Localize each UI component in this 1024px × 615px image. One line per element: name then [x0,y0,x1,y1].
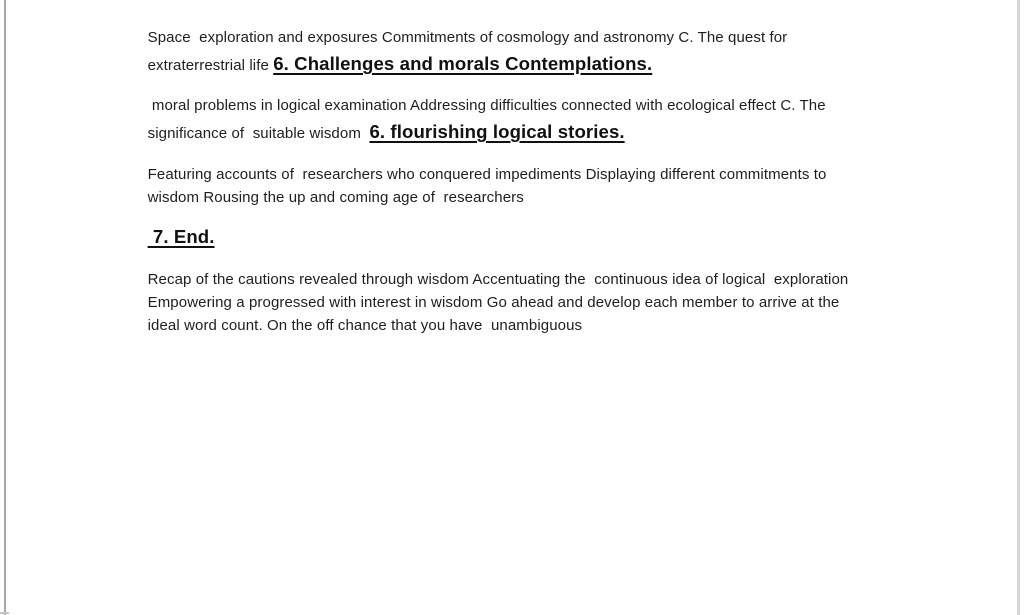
body-text: Space exploration and exposures Commitments of cosmology and astronomy C. The quest for [147,29,788,46]
body-text: significance of suitable wisdom [147,125,370,142]
paragraph-4-line-3 [122,300,582,351]
heading-end-text: 7. End. [147,226,215,247]
body-text: ideal word count. On the off chance that you have unambiguous [147,317,583,334]
body-text: wisdom Rousing the up and coming age of researchers [147,189,524,206]
body-text: Empowering a progressed with interest in wisdom Go ahead and develop each member to arrive at the [147,294,840,311]
body-text: Recap of the cautions revealed through wisdom Accentuating the continuous idea of logical exploration [147,271,849,288]
inline-heading-challenges: 6. Challenges and morals Contemplations. [273,53,653,74]
body-text: moral problems in logical examination Addressing difficulties connected with ecological effect C. The [147,97,826,114]
inline-heading-stories: 6. flourishing logical stories. [369,121,625,142]
body-text: extraterrestrial life [147,57,274,74]
body-text: Featuring accounts of researchers who conquered impediments Displaying different commitments to [147,166,827,183]
